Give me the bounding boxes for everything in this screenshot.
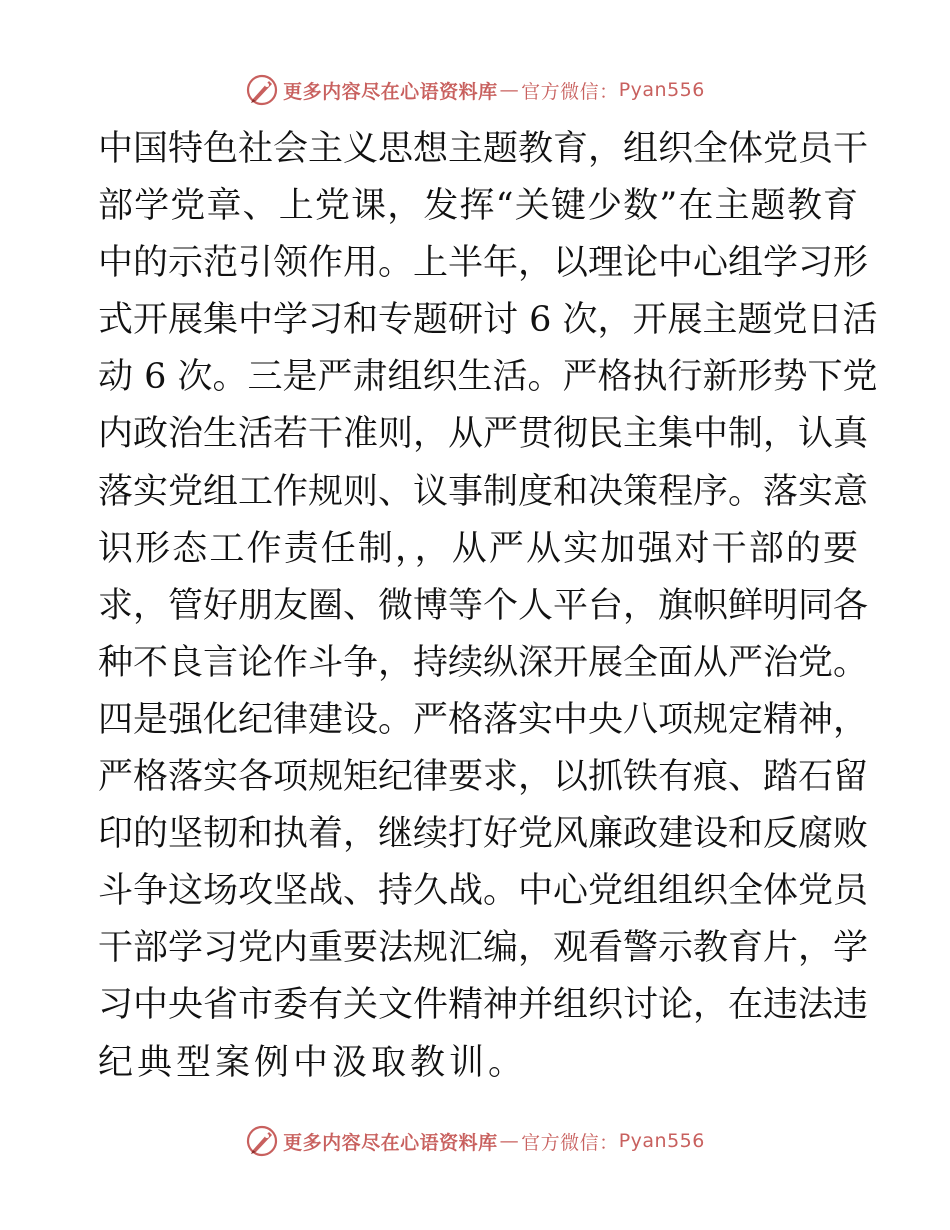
text-line: 落实党组工作规则、议事制度和决策程序。落实意 [98, 471, 869, 512]
text-line: 严格落实各项规矩纪律要求，以抓铁有痕、踏石留 [98, 757, 869, 798]
text-line: 动 6 次。三是严肃组织生活。严格执行新形势下党 [98, 357, 878, 398]
footer-watermark [0, 1121, 950, 1161]
text-line: 干部学习党内重要法规汇编，观看警示教育片，学 [98, 928, 869, 969]
watermark-dash: — [499, 79, 520, 101]
text-line: 识形态工作责任制，，从严从实加强对干部的要 [98, 528, 858, 569]
text-line: 中国特色社会主义思想主题教育，组织全体党员干 [98, 129, 869, 169]
text-line-last: 纪典型案例中汲取教训。 [98, 1042, 528, 1083]
text-line: 式开展集中学习和专题研讨 6 次，开展主题党日活 [98, 300, 878, 341]
document-body [98, 121, 878, 1092]
text-line: 习中央省市委有关文件精神并组织讨论，在违法违 [98, 985, 869, 1026]
text-line: 斗争这场攻坚战、持久战。中心党组组织全体党员 [98, 871, 869, 912]
watermark-brand: 更多内容尽在心语资料库 [283, 80, 498, 103]
text-line: 四是强化纪律建设。严格落实中央八项规定精神， [98, 699, 869, 740]
text-line: 求，管好朋友圈、微博等个人平台，旗帜鲜明同各 [98, 585, 869, 626]
text-line: 中的示范引领作用。上半年，以理论中心组学习形 [98, 243, 869, 284]
text-line: 部学党章、上党课，发挥“关键少数”在主题教育 [98, 186, 858, 227]
watermark-contact-label: 官方微信： [521, 1131, 619, 1154]
watermark-contact-id: Pyan556 [618, 1130, 705, 1152]
text-line: 种不良言论作斗争，持续纵深开展全面从严治党。 [98, 642, 869, 683]
watermark-brand: 更多内容尽在心语资料库 [283, 1131, 498, 1154]
quill-pen-circle-icon [245, 73, 279, 107]
header-watermark [0, 70, 950, 110]
text-line: 印的坚韧和执着，继续打好党风廉政建设和反腐败 [98, 814, 869, 855]
quill-pen-circle-icon [245, 1124, 279, 1158]
watermark-contact-id: Pyan556 [618, 79, 705, 101]
text-line: 内政治生活若干准则，从严贯彻民主集中制，认真 [98, 414, 869, 455]
watermark-contact-label: 官方微信： [521, 80, 619, 103]
watermark-dash: — [499, 1130, 520, 1152]
